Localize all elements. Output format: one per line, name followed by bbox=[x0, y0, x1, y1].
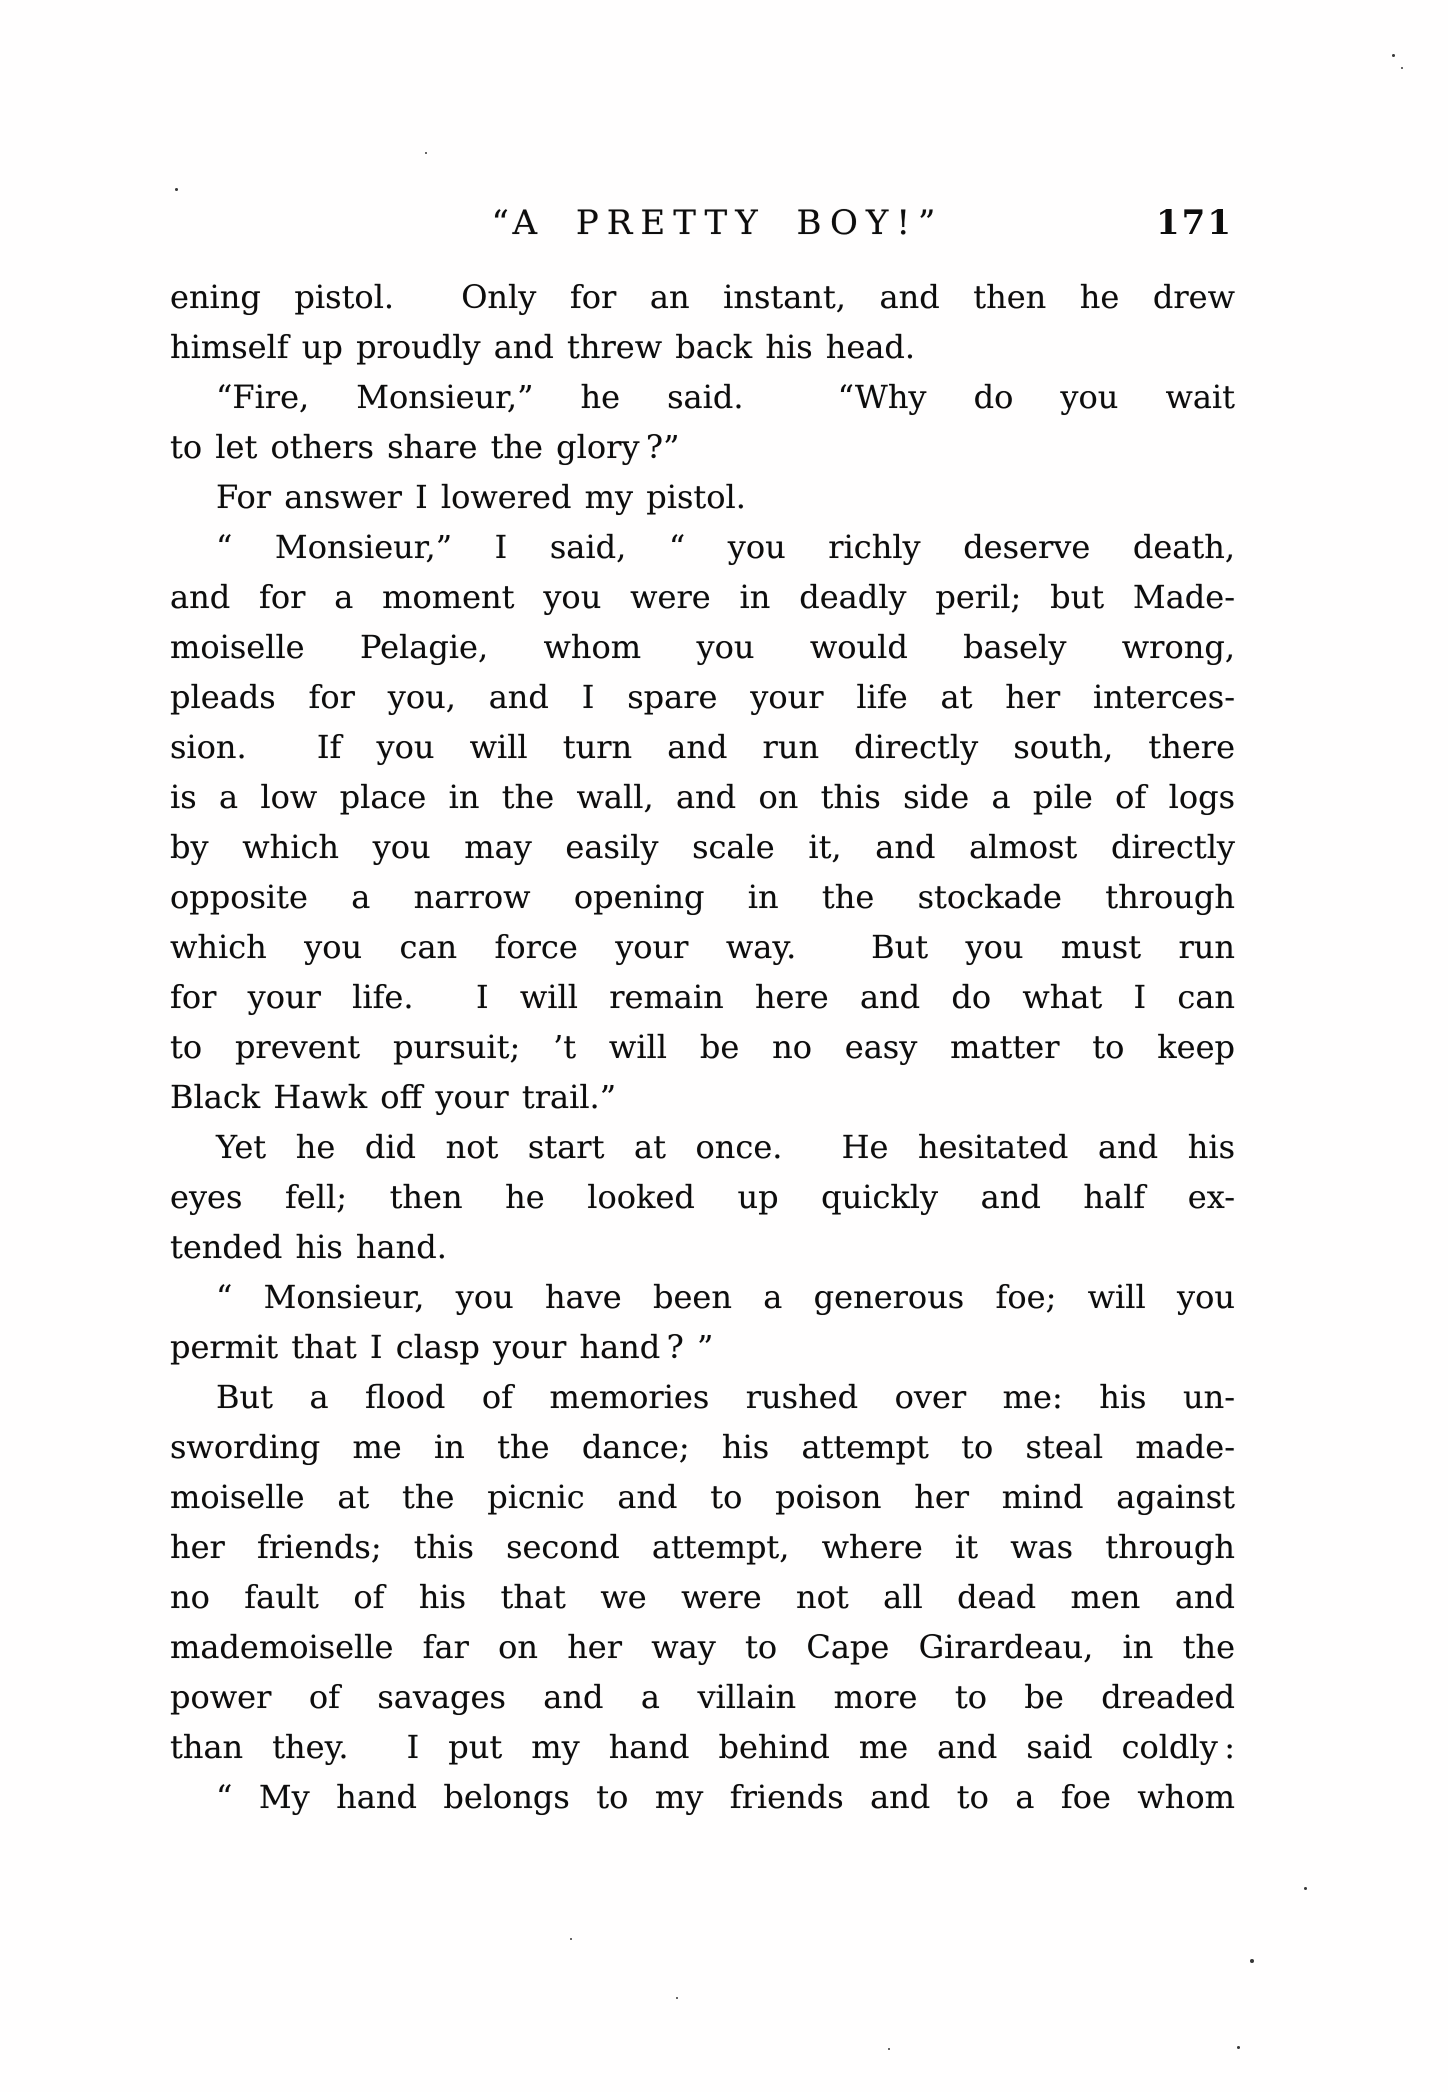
text-line: moiselle Pelagie, whom you would basely wrong, bbox=[170, 628, 1235, 666]
scan-speck bbox=[1250, 1959, 1254, 1963]
text-line: is a low place in the wall, and on this side a pile of logs bbox=[170, 778, 1235, 816]
text-line: sion. If you will turn and run directly south, there bbox=[170, 728, 1235, 766]
type-area bbox=[170, 200, 1235, 1822]
text-line: which you can force your way. But you must run bbox=[170, 928, 1235, 966]
text-line: “ Monsieur,” I said, “ you richly deserve death, bbox=[216, 528, 1235, 566]
scan-speck bbox=[1304, 1887, 1307, 1890]
text-line: Black Hawk off your trail.” bbox=[170, 1078, 617, 1116]
scan-speck bbox=[425, 152, 427, 154]
text-line: himself up proudly and threw back his head. bbox=[170, 328, 916, 366]
scan-speck bbox=[676, 1997, 678, 1999]
text-line: her friends; this second attempt, where it was through bbox=[170, 1528, 1235, 1566]
running-head bbox=[170, 200, 1235, 246]
text-line: than they. I put my hand behind me and said coldly : bbox=[170, 1728, 1235, 1766]
scan-speck bbox=[570, 1938, 572, 1940]
scan-speck bbox=[888, 2048, 890, 2050]
text-line: no fault of his that we were not all dead men and bbox=[170, 1578, 1235, 1616]
text-line: But a flood of memories rushed over me: his un- bbox=[216, 1378, 1235, 1416]
text-line: moiselle at the picnic and to poison her mind against bbox=[170, 1478, 1235, 1516]
text-line: tended his hand. bbox=[170, 1228, 447, 1266]
running-head-title: “A PRETTY BOY!” bbox=[491, 203, 944, 243]
scan-speck bbox=[175, 188, 178, 191]
text-line: for your life. I will remain here and do what I can bbox=[170, 978, 1235, 1016]
body-text bbox=[170, 272, 1235, 1822]
text-line: to prevent pursuit; ’t will be no easy matter to keep bbox=[170, 1028, 1235, 1066]
text-line: swording me in the dance; his attempt to steal made- bbox=[170, 1428, 1235, 1466]
text-line: “Fire, Monsieur,” he said. “Why do you wait bbox=[216, 378, 1235, 416]
scan-speck bbox=[1401, 67, 1403, 69]
text-line: permit that I clasp your hand ? ” bbox=[170, 1328, 714, 1366]
text-line: “ My hand belongs to my friends and to a foe whom bbox=[216, 1778, 1235, 1816]
text-line: “ Monsieur, you have been a generous foe; will you bbox=[216, 1278, 1235, 1316]
text-line: power of savages and a villain more to be dreaded bbox=[170, 1678, 1235, 1716]
scan-speck bbox=[1392, 54, 1395, 57]
text-line: ening pistol. Only for an instant, and then he drew bbox=[170, 278, 1235, 316]
text-line: to let others share the glory ?” bbox=[170, 428, 680, 466]
text-line: For answer I lowered my pistol. bbox=[216, 478, 746, 516]
scan-speck bbox=[1237, 2046, 1240, 2049]
text-line: by which you may easily scale it, and almost directly bbox=[170, 828, 1235, 866]
text-line: Yet he did not start at once. He hesitated and his bbox=[216, 1128, 1235, 1166]
text-line: pleads for you, and I spare your life at her interces- bbox=[170, 678, 1235, 716]
text-line: mademoiselle far on her way to Cape Girardeau, in the bbox=[170, 1628, 1235, 1666]
text-line: opposite a narrow opening in the stockade through bbox=[170, 878, 1235, 916]
text-line: eyes fell; then he looked up quickly and half ex- bbox=[170, 1178, 1235, 1216]
text-line: and for a moment you were in deadly peril; but Made- bbox=[170, 578, 1235, 616]
page-number: 171 bbox=[1156, 203, 1233, 243]
